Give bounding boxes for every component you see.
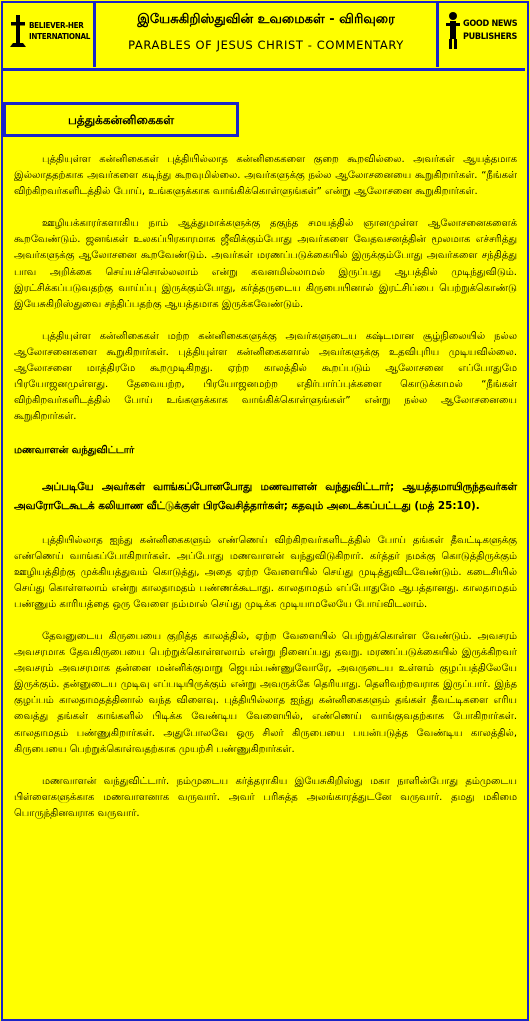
good-news-publishers-logo <box>445 11 517 51</box>
right-logo-box <box>439 1 525 67</box>
believers-international-logo <box>9 13 90 49</box>
paragraph-6: மணவாளன் வந்துவிட்டார். நம்முடைய கர்த்தராகிய இயேசுகிறிஸ்து மகா நாளின்போது தம்முடைய பிள்ளைகளுக்காக மணவாளனாக வருவார். அவர் பரிசுத்த அலங்காரத்துடனே வருவார். தமது மகிமை பொருந்தினவராக வருவார். <box>14 775 517 819</box>
scripture-verse: அப்படியே அவர்கள் வாங்கப்போனபோது மணவாளன் வந்துவிட்டார்; ஆயத்தமாயிருந்தவர்கள் அவரோடேகூடக் கலியாண வீட்டுக்குள் பிரவேசித்தார்கள்; கதவும் அடைக்கப்பட்டது (மத் 25:10). <box>14 480 517 512</box>
person-figure-icon <box>445 11 461 51</box>
title-box <box>96 1 439 67</box>
logo-line-2: PUBLISHERS <box>463 32 518 42</box>
paragraph-3: புத்தியுள்ள கன்னிகைகள் மற்ற கன்னிகைகளுக்கு அவர்களுடைய கஷ்டமான சூழ்நிலையில் நல்ல ஆலோசனைகளை கூறுகிறார்கள். புத்தியுள்ள கன்னிகைகளால் அவர்களுக்கு உதவிபுரிய முடியவில்லை. ஆலோசனை மாத்திரமே கூறமுடிகிறது. ஏற்ற காலத்தில் கூறப்படும் ஆலோசனை எப்போதுமே பிரயோஜனமுள்ளது. தேவையற்ற, பிரயோஜனமற்ற எதிர்பார்ப்புக்களை கொடுக்காமல் “நீங்கள் விற்கிறவர்களிடத்தில் போய் உங்களுக்காக வாங்கிக்கொள்ளுங்கள்” என்று நல்ல ஆலோசனையை கூறுகிறார்கள். <box>14 330 517 423</box>
logo-line-1: GOOD NEWS <box>463 19 518 29</box>
english-title: PARABLES OF JESUS CHRIST - COMMENTARY <box>128 38 404 52</box>
section-title-box <box>3 102 239 137</box>
article-body <box>14 152 517 822</box>
header-bar <box>1 1 525 71</box>
logo-line-1: BELIEVER-HER <box>29 21 84 30</box>
paragraph-5: தேவனுடைய கிருபையை குறித்த காலத்தில், ஏற்ற வேளையில் பெற்றுக்கொள்ள வேண்டும். அவசரம் அவசரமாக தேவகிருபையை பெற்றுக்கொள்ளலாம் என்று நினைப்பது தவறு. மரணப்படுக்கையில் இருக்கிறவர் அவசரம் அவசரமாக தன்னை மன்னிக்குமாறு ஜெபம்பண்ணுவோரே, அவருடைய உள்ளம் குழப்பத்திலேயே இருக்கும். தன்னுடைய முடிவு எப்படியிருக்கும் என்று அவருக்கே தெரியாது. தெளிவற்றவராக இருப்பார். இந்த குழப்பம் காலதாமதத்தினால் வந்த விளைவு. புத்தியில்லாத ஐந்து கன்னிகைகளும் தங்கள் தீவட்டிகளை எரிய வைத்து தங்கள் காங்களில் பிடிக்க வேண்டிய வேளையில், எண்ணெய் வாங்குவதற்காக போகிறார்கள். காலதாமதம் பண்ணுகிறார்கள். அதுபோலவே ஒரு சிலர் கிருபையை பயன்படுத்த வேண்டிய காலத்தில், கிருபையை பெற்றுக்கொள்வதற்காக முயற்சி பண்ணுகிறார்கள். <box>14 630 517 755</box>
section-title: பத்துக்கன்னிகைகள் <box>67 113 175 127</box>
tamil-title: இயேசுகிறிஸ்துவின் உவமைகள் - விரிவுரை <box>137 12 395 27</box>
paragraph-4: புத்தியில்லாத ஐந்து கன்னிகைகளும் எண்ணெய் விற்கிறவர்களிடத்தில் போய் தங்கள் தீவட்டிகளுக்கு எண்ணெய் வாங்கப்போகிறார்கள். அப்போது மணவாளன் வந்துவிடுகிறார். கர்த்தர் நமக்கு கொடுத்திருக்கும் ஊழியத்திற்கு முக்கியத்துவம் கொடுத்து, அதை ஏற்ற வேளையில் செய்து முடித்துவிடவேண்டும். கடைசியில் செய்து கொள்ளலாம் என்று காலதாமதம் பண்ணக்கூடாது. காலதாமதம் எப்போதுமே ஆபத்தானது. காலதாமதம் பண்ணும் காரியத்தை ஒரு வேளை நம்மால் செய்து முடிக்க முடியாமலேயே போய்விடலாம். <box>14 534 517 610</box>
cross-figure-icon <box>9 13 27 49</box>
left-logo-box <box>1 1 96 67</box>
paragraph-2: ஊழியக்காரர்களாகிய நாம் ஆத்துமாக்களுக்கு தகுந்த சமயத்தில் ஞானமுள்ள ஆலோசனைகளைக் கூறவேண்டும். ஜனங்கள் உலகப்பிரகாரமாக ஜீவிக்கும்போது அவர்களை வேதவசனத்தின் மூலமாக எச்சரித்து அவர்களுக்கு ஆலோசனை கூறவேண்டும். அவர்கள் மரணப்படுக்கையில் இருக்கும்போது அவர்களை சந்தித்து பாவ அறிக்கை செய்யச்சொல்லலாம் என்று கவனமில்லாமல் இருப்பது ஆபத்தில் முடிந்துவிடும். இரட்சிக்கப்படுவதற்கு வாய்ப்பு இருக்கும்போது, கர்த்தருடைய கிருபையினால் இரட்சிப்பை பெற்றுக்கொண்டு இயேசுகிறிஸ்துவை சந்திப்பதற்கு ஆயத்தமாக இருக்கவேண்டும். <box>14 218 517 310</box>
logo-line-2: INTERNATIONAL <box>29 32 91 41</box>
paragraph-1: புத்தியுள்ள கன்னிகைகள் புத்தியில்லாத கன்னிகைகளை குறை கூறவில்லை. அவர்கள் ஆயத்தமாக இல்லாததற்காக அவர்களை கடிந்து கூறவுமில்லை. அவர்களுக்கு நல்ல ஆலோசனையை கூறுகிறார்கள். “நீங்கள் விற்கிறவர்களிடத்தில் போய், உங்களுக்காக வாங்கிக்கொள்ளுங்கள்” என்று ஆலோசனை கூறுகிறார்கள். <box>14 154 517 198</box>
subheading: மணவாளன் வந்துவிட்டார் <box>14 445 135 457</box>
